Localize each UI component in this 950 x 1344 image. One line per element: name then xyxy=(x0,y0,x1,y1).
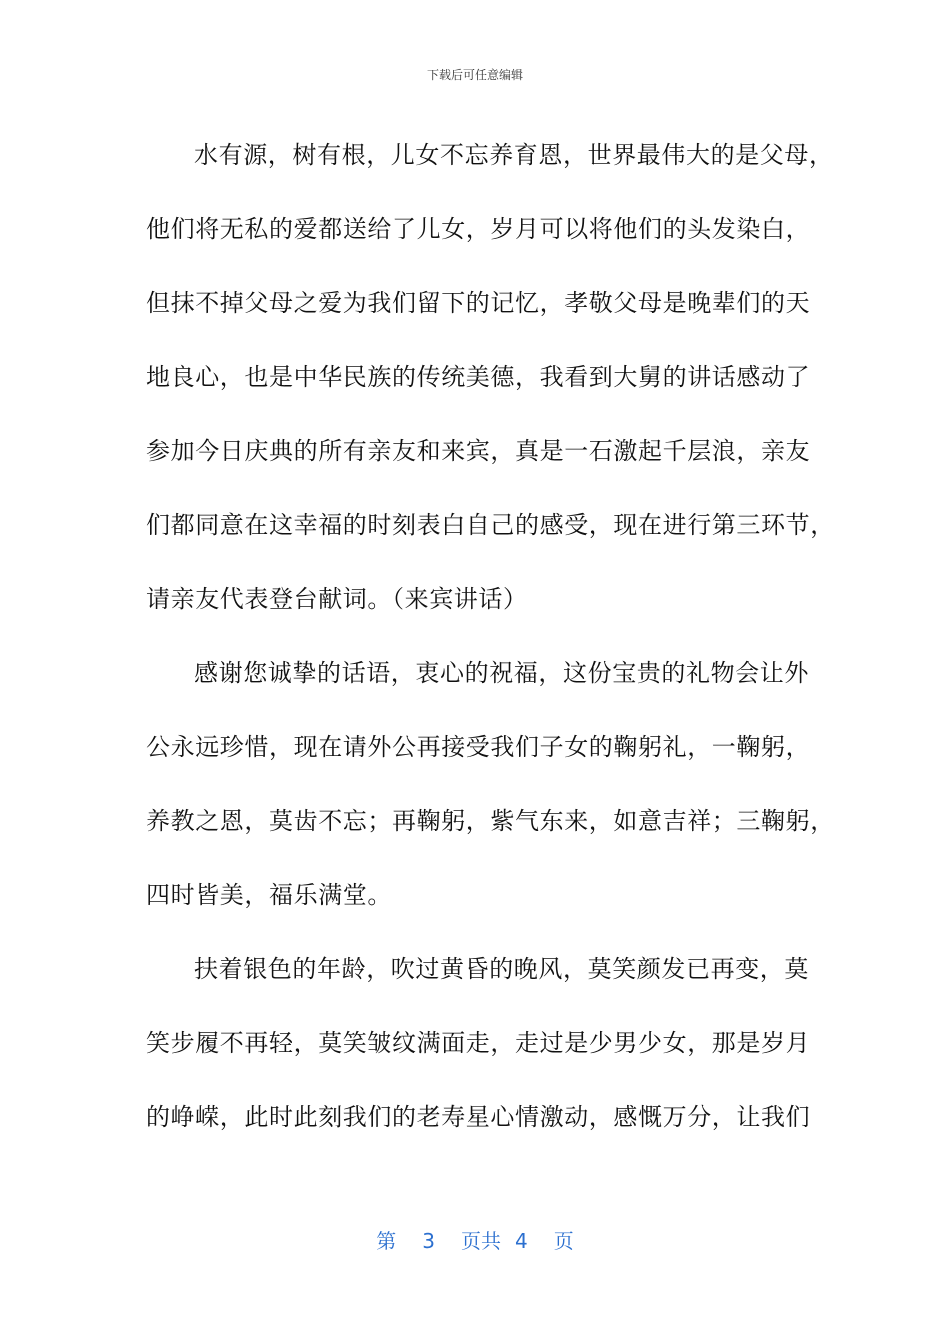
footer-middle: 页共 xyxy=(461,1229,501,1253)
paragraph-line: 的峥嵘，此时此刻我们的老寿星心情激动，感慨万分，让我们 xyxy=(146,1103,811,1131)
paragraph-line: 参加今日庆典的所有亲友和来宾，真是一石激起千层浪，亲友 xyxy=(146,437,811,465)
paragraph-line: 们都同意在这幸福的时刻表白自己的感受，现在进行第三环节， xyxy=(146,511,835,539)
paragraph-line: 感谢您诚挚的话语，衷心的祝福，这份宝贵的礼物会让外 xyxy=(194,659,809,687)
paragraph-line: 水有源，树有根，儿女不忘养育恩，世界最伟大的是父母， xyxy=(194,141,834,169)
paragraph-line: 四时皆美，福乐满堂。 xyxy=(146,881,392,909)
page-footer xyxy=(0,1225,950,1254)
paragraph-3 xyxy=(146,932,811,1154)
footer-suffix: 页 xyxy=(553,1229,574,1253)
footer-prefix: 第 xyxy=(376,1229,397,1253)
paragraph-1 xyxy=(146,118,835,636)
current-page-number: 3 xyxy=(422,1229,435,1253)
paragraph-2 xyxy=(146,636,835,932)
paragraph-line: 他们将无私的爱都送给了儿女，岁月可以将他们的头发染白， xyxy=(146,215,811,243)
paragraph-line: 扶着银色的年龄，吹过黄昏的晚风，莫笑颜发已再变，莫 xyxy=(194,955,809,983)
paragraph-line: 公永远珍惜，现在请外公再接受我们子女的鞠躬礼，一鞠躬， xyxy=(146,733,811,761)
header-note: 下载后可任意编辑 xyxy=(426,68,523,82)
paragraph-line: 地良心，也是中华民族的传统美德，我看到大舅的讲话感动了 xyxy=(146,363,811,391)
document-body xyxy=(146,118,835,1154)
paragraph-line: 请亲友代表登台献词。（来宾讲话） xyxy=(146,585,528,613)
paragraph-line: 但抹不掉父母之爱为我们留下的记忆，孝敬父母是晚辈们的天 xyxy=(146,289,811,317)
paragraph-line: 养教之恩，莫齿不忘；再鞠躬，紫气东来，如意吉祥；三鞠躬， xyxy=(146,807,835,835)
total-pages-number: 4 xyxy=(515,1229,528,1253)
paragraph-line: 笑步履不再轻，莫笑皱纹满面走，走过是少男少女，那是岁月 xyxy=(146,1029,811,1057)
